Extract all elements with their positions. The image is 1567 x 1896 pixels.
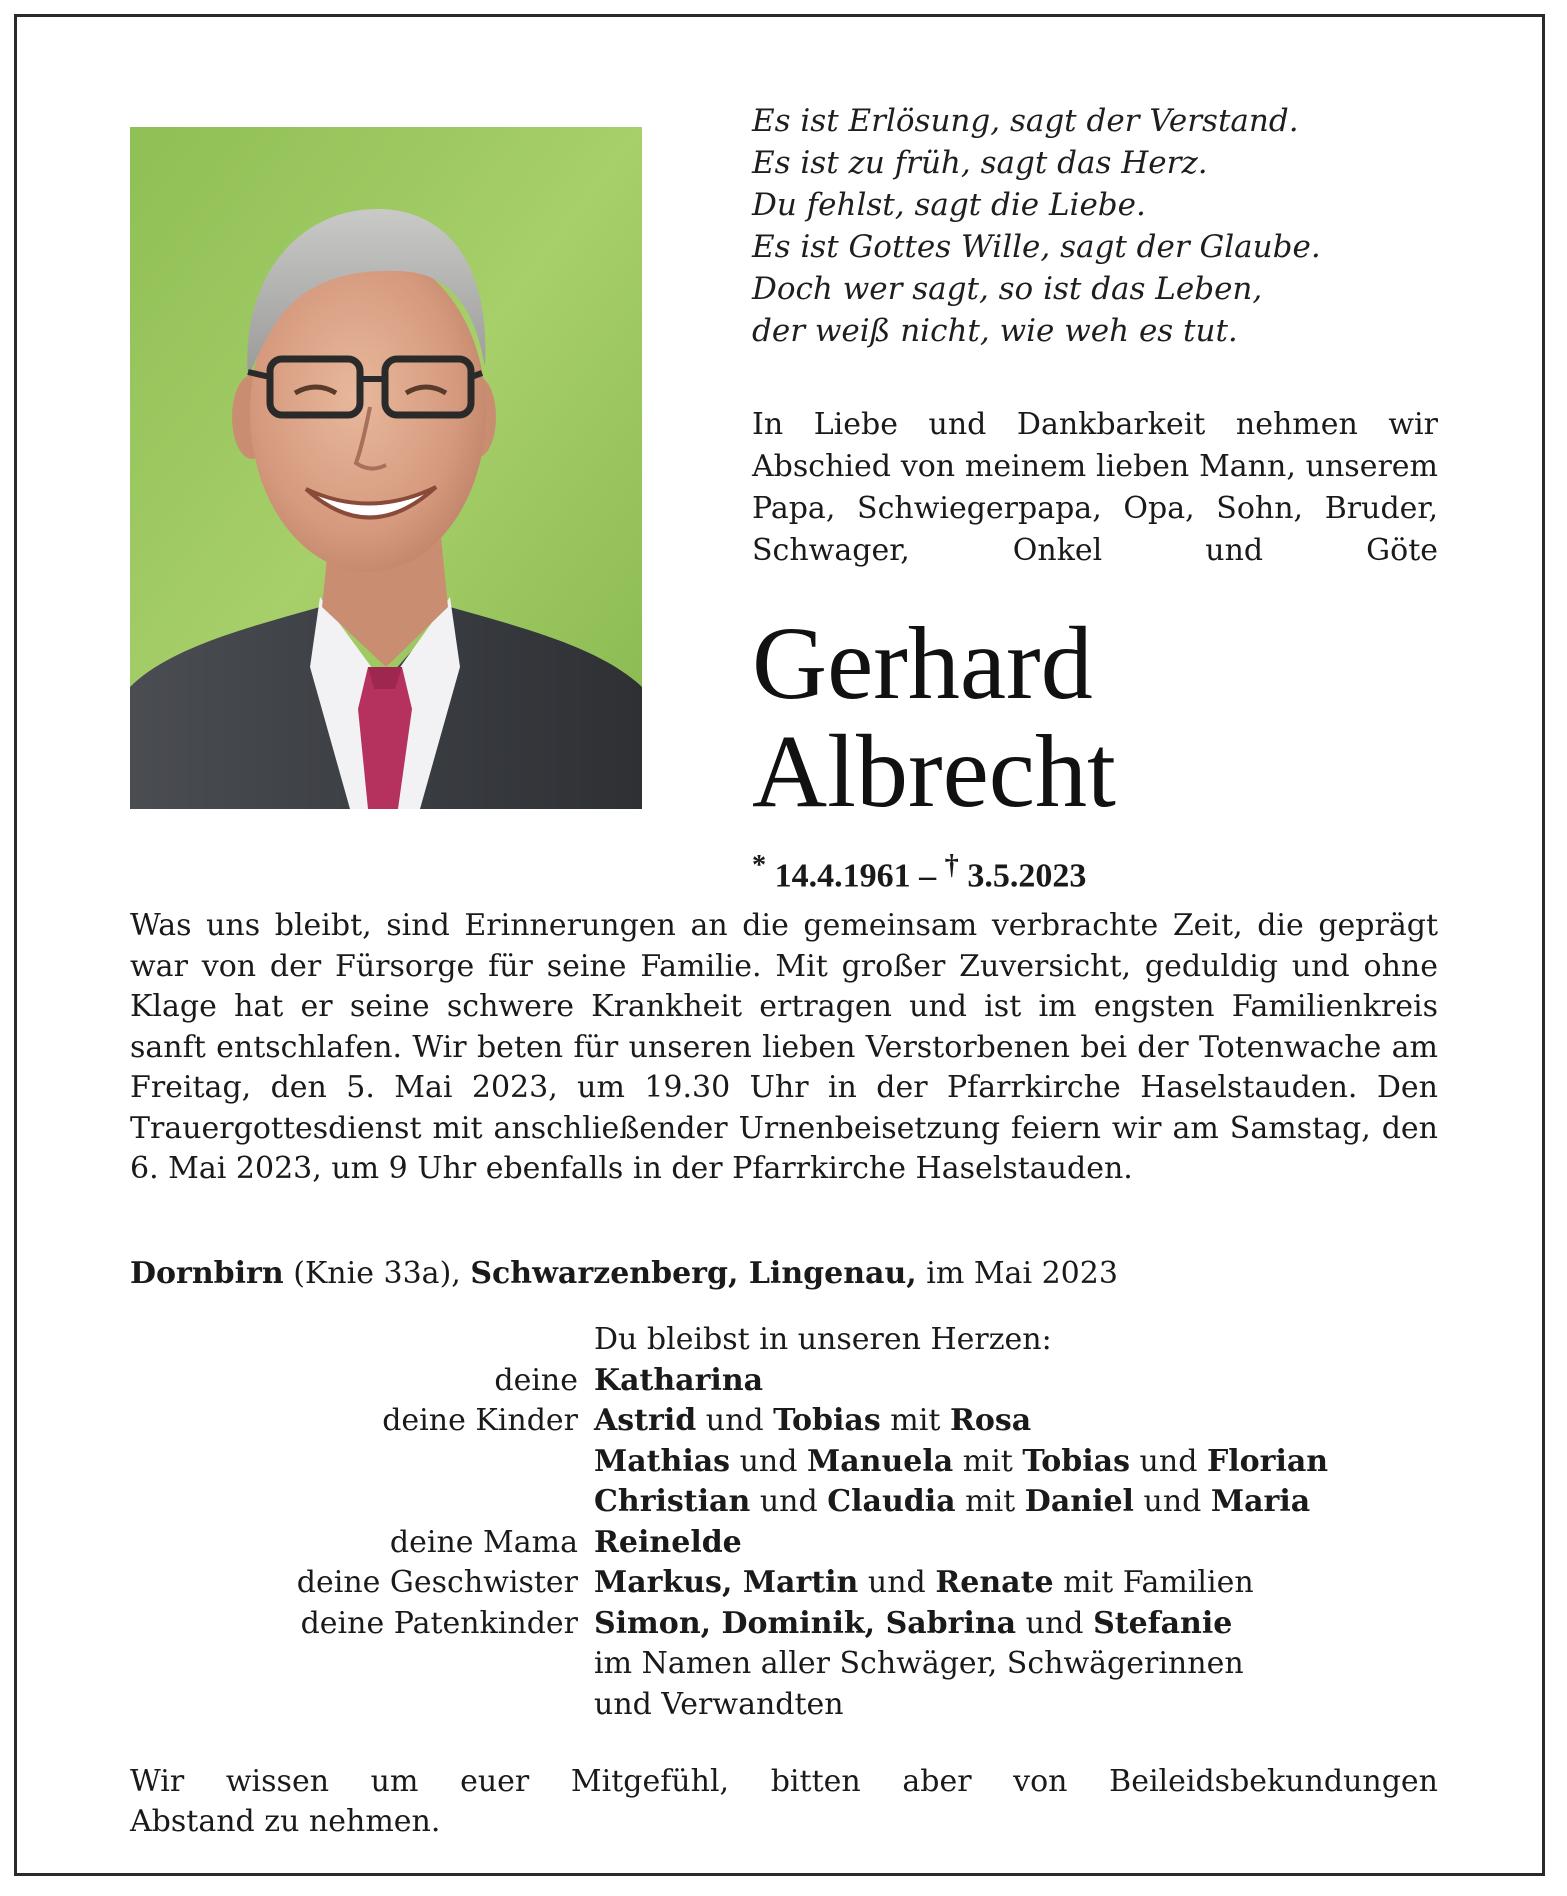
closing-line: Wir wissen um euer Mitgefühl, bitten aber von Beileidsbekundungen xyxy=(130,1764,1438,1799)
family-row-children: Mathias und Manuela mit Tobias und Florian xyxy=(594,1443,1329,1479)
relation-label: deine Geschwister xyxy=(296,1565,578,1600)
family-heading: Du bleibst in unseren Herzen: xyxy=(594,1322,1052,1357)
relatives-line: und Verwandten xyxy=(594,1686,844,1722)
intro-text: In Liebe und Dankbarkeit nehmen wir Abschied von meinem lieben Mann, unserem Papa, Schwiegerpapa, Opa, Sohn, Bruder, Schwager, Onkel und Göte xyxy=(752,407,1438,568)
family-row-relatives xyxy=(130,1644,1460,1685)
poem-line: Es ist Gottes Wille, sagt der Glaube. xyxy=(752,229,1321,265)
family-row-children: deine Kinder Astrid und Tobias mit Rosa xyxy=(130,1401,1460,1442)
poem-line: Doch wer sagt, so ist das Leben, xyxy=(752,271,1263,307)
relation-label: deine xyxy=(494,1362,578,1398)
grandchild-name: Florian xyxy=(1206,1443,1329,1479)
poem-line: Es ist zu früh, sagt das Herz. xyxy=(752,145,1208,181)
death-date: 3.5.2023 xyxy=(967,857,1087,895)
place-date: im Mai 2023 xyxy=(926,1256,1118,1291)
poem-line: der weiß nicht, wie weh es tut. xyxy=(752,313,1238,349)
relation-label: deine Patenkinder xyxy=(300,1605,578,1641)
grandchild-name: Tobias xyxy=(1022,1443,1130,1479)
address: (Knie 33a), xyxy=(293,1256,461,1291)
partner-name: Manuela xyxy=(807,1443,954,1479)
relatives-line: im Namen aller Schwäger, Schwägerinnen xyxy=(594,1646,1244,1681)
family-row-relatives xyxy=(130,1685,1460,1726)
poem-line: Du fehlst, sagt die Liebe. xyxy=(752,187,1146,223)
place-line xyxy=(130,1254,1118,1294)
poem-line: Es ist Erlösung, sagt der Verstand. xyxy=(752,103,1299,139)
born-symbol: * xyxy=(752,850,767,881)
poem xyxy=(752,100,1452,352)
grandchild-name: Maria xyxy=(1210,1484,1311,1519)
date-separator: – xyxy=(919,857,937,895)
wife-name: Katharina xyxy=(594,1362,764,1398)
relation-label: deine Mama xyxy=(389,1524,578,1560)
family-row-godchildren: deine Patenkinder Simon, Dominik, Sabrina und Stefanie xyxy=(130,1604,1460,1645)
first-name: Gerhard xyxy=(752,606,1093,721)
family-row-mother xyxy=(130,1523,1460,1564)
family-row-children: Christian und Claudia mit Daniel und Maria xyxy=(594,1484,1311,1519)
relation-label: deine Kinder xyxy=(382,1403,578,1438)
towns-other: Schwarzenberg, Lingenau, xyxy=(470,1256,917,1291)
mother-name: Reinelde xyxy=(594,1524,742,1560)
birth-date: 14.4.1961 xyxy=(774,857,911,895)
family-list xyxy=(130,1320,1460,1725)
godchild-name: Stefanie xyxy=(1093,1605,1233,1641)
sibling-names: Markus, Martin xyxy=(594,1565,859,1600)
last-name: Albrecht xyxy=(752,714,1116,829)
died-symbol: † xyxy=(944,850,959,881)
family-row-wife xyxy=(130,1361,1460,1402)
body-text: Was uns bleibt, sind Erinnerungen an die gemeinsam verbrachte Zeit, die geprägt war von der Fürsorge für seine Familie. Mit großer Zuversicht, geduldig und ohne Klage hat er seine schwere Krankheit ertragen und ist im engsten Familienkreis sanft entschlafen. Wir beten für unseren lieben Verstorbenen bei der Totenwache am Freitag, den 5. Mai 2023, um 19.30 Uhr in der Pfarrkirche Haselstauden. Den Trauergottesdienst mit anschließender Urnenbeisetzung feiern wir am Samstag, den 6. Mai 2023, um 9 Uhr ebenfalls in der Pfarrkirche Haselstauden. xyxy=(130,908,1438,1186)
deceased-name xyxy=(752,606,1116,829)
partner-name: Claudia xyxy=(827,1484,956,1519)
child-name: Christian xyxy=(594,1484,751,1519)
grandchild-name: Rosa xyxy=(949,1403,1032,1438)
family-row-siblings: deine Geschwister Markus, Martin und Renate mit Familien xyxy=(130,1563,1460,1604)
town-dornbirn: Dornbirn xyxy=(130,1256,284,1291)
family-heading-row xyxy=(130,1320,1460,1361)
grandchild-name: Daniel xyxy=(1024,1484,1134,1519)
life-dates xyxy=(752,846,1086,896)
child-name: Mathias xyxy=(594,1443,731,1479)
portrait-photo xyxy=(130,127,642,809)
child-name: Astrid xyxy=(594,1403,697,1438)
sibling-name: Renate xyxy=(935,1565,1054,1600)
godchild-names: Simon, Dominik, Sabrina xyxy=(594,1605,1017,1641)
partner-name: Tobias xyxy=(773,1403,881,1438)
closing-text xyxy=(130,1762,1438,1842)
closing-line: Abstand zu nehmen. xyxy=(130,1804,441,1839)
